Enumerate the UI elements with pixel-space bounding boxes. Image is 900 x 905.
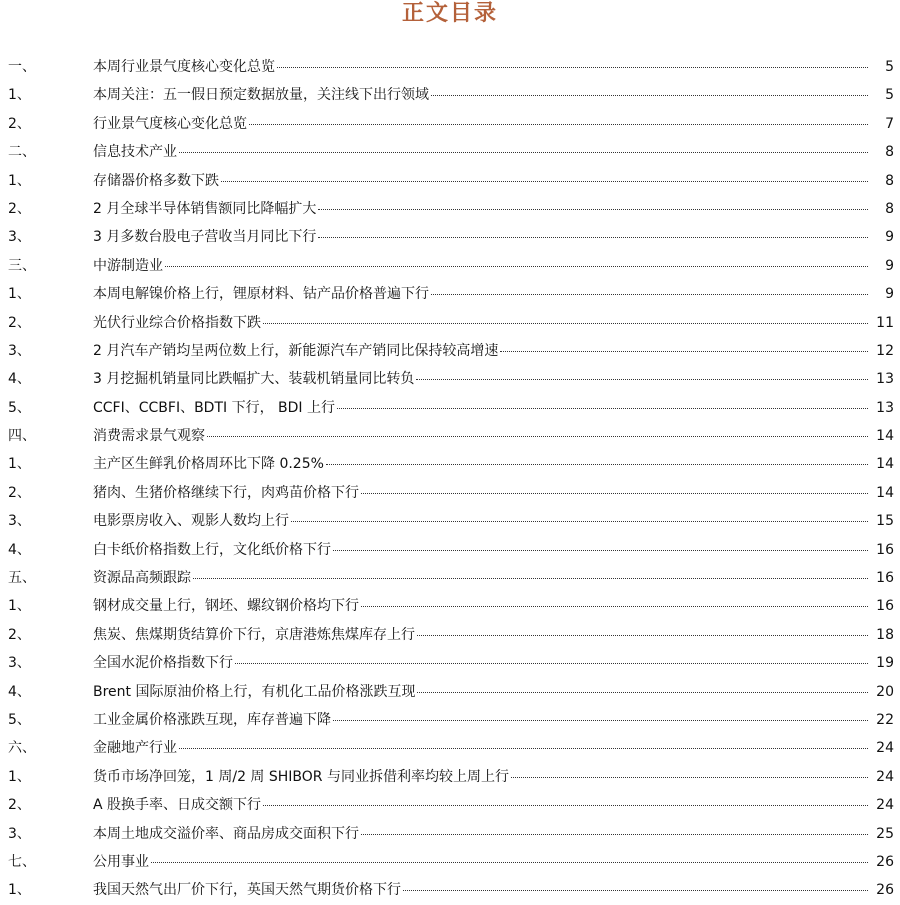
toc-entry[interactable] <box>0 110 900 138</box>
toc-entry-title: 本周行业景气度核心变化总览 <box>93 59 275 75</box>
toc-entry-page: 13 <box>876 399 894 416</box>
toc-entry-label <box>93 365 870 393</box>
toc-entry-page: 9 <box>885 286 894 303</box>
toc-entry[interactable] <box>0 394 900 422</box>
dot-leader <box>318 236 868 238</box>
toc-entry[interactable] <box>0 53 900 81</box>
toc-entry-title: 资源品高频跟踪 <box>93 570 191 587</box>
dot-leader <box>361 833 868 835</box>
toc-entry-label <box>93 394 870 422</box>
toc-entry-number: 1、 <box>8 286 31 303</box>
toc-entry-number: 四、 <box>8 428 36 445</box>
toc-entry-page: 24 <box>876 797 894 814</box>
toc-entry-label <box>93 53 870 81</box>
toc-entry-title: 焦炭、焦煤期货结算价下行，京唐港炼焦煤库存上行 <box>93 626 415 643</box>
dot-leader <box>221 180 868 182</box>
toc-entry-label <box>93 592 870 620</box>
toc-entry-number: 1、 <box>8 882 31 899</box>
dot-leader <box>291 520 868 522</box>
toc-entry[interactable] <box>0 564 900 592</box>
toc-entry-number: 一、 <box>8 59 36 75</box>
toc-entry-title: 中游制造业 <box>93 257 163 274</box>
dot-leader <box>318 208 868 210</box>
toc-entry-title: 本周土地成交溢价率、商品房成交面积下行 <box>93 825 359 842</box>
toc-entry[interactable] <box>0 734 900 762</box>
toc-entry[interactable] <box>0 422 900 450</box>
toc-entry[interactable] <box>0 649 900 677</box>
toc-entry-label <box>93 507 870 535</box>
toc-entry-title: 猪肉、生猪价格继续下行，肉鸡苗价格下行 <box>93 484 359 501</box>
toc-entry-page: 13 <box>876 371 894 388</box>
toc-entry-label <box>93 138 870 166</box>
toc-entry-label <box>93 820 870 848</box>
toc-entry-number: 二、 <box>8 144 36 161</box>
toc-entry-label <box>93 252 870 280</box>
dot-leader <box>337 407 868 409</box>
dot-leader <box>179 151 868 153</box>
toc-entry-page: 11 <box>876 314 894 331</box>
toc-entry-number: 1、 <box>8 598 31 615</box>
toc-entry[interactable] <box>0 876 900 904</box>
toc-entry-page: 24 <box>876 768 894 785</box>
toc-entry-title: 货币市场净回笼，1 周/2 周 SHIBOR 与同业拆借利率均较上周上行 <box>93 768 509 785</box>
toc-entry-label <box>93 280 870 308</box>
page-title: 正文目录 <box>401 0 498 26</box>
toc-entry-title: 工业金属价格涨跌互现，库存普遍下降 <box>93 711 331 728</box>
toc-entry-title: 金融地产行业 <box>93 740 177 757</box>
dot-leader <box>333 549 868 551</box>
toc-entry-page: 14 <box>876 456 894 473</box>
dot-leader <box>193 577 868 579</box>
toc-entry-page: 22 <box>876 711 894 728</box>
toc-entry-page: 14 <box>876 484 894 501</box>
toc-entry-title: 本周关注：五一假日预定数据放量，关注线下出行领域 <box>93 87 429 104</box>
toc-entry[interactable] <box>0 536 900 564</box>
toc-entry[interactable] <box>0 81 900 109</box>
toc-entry[interactable] <box>0 138 900 166</box>
toc-entry-number: 2、 <box>8 314 31 331</box>
toc-entry-label <box>93 167 870 195</box>
toc-entry[interactable] <box>0 309 900 337</box>
toc-entry-page: 14 <box>876 428 894 445</box>
toc-entry-page: 8 <box>885 172 894 189</box>
toc-entry-label <box>93 337 870 365</box>
toc-entry-number: 3、 <box>8 825 31 842</box>
dot-leader <box>235 662 868 664</box>
toc-entry[interactable] <box>0 167 900 195</box>
toc-entry-label <box>93 848 870 876</box>
toc-entry-page: 8 <box>885 144 894 161</box>
toc-entry-page: 5 <box>885 87 894 104</box>
toc-entry-page: 15 <box>876 513 894 530</box>
toc-entry-number: 4、 <box>8 683 31 700</box>
toc-entry-number: 4、 <box>8 371 31 388</box>
toc-entry-title: 信息技术产业 <box>93 144 177 161</box>
dot-leader <box>249 123 868 125</box>
toc-entry-title: 主产区生鲜乳价格周环比下降 0.25% <box>93 456 324 473</box>
toc-entry-label <box>93 450 870 478</box>
dot-leader <box>326 463 868 465</box>
toc-entry-page: 12 <box>876 342 894 359</box>
toc-entry[interactable] <box>0 820 900 848</box>
toc-entry-title: 3 月挖掘机销量同比跌幅扩大、装载机销量同比转负 <box>93 371 415 388</box>
toc-entry-number: 2、 <box>8 484 31 501</box>
toc-entry-number: 1、 <box>8 87 31 104</box>
toc-entry-label <box>93 422 870 450</box>
toc-entry-title: 行业景气度核心变化总览 <box>93 115 247 132</box>
dot-leader <box>416 378 868 380</box>
toc-entry-label <box>93 706 870 734</box>
toc-entry-page: 9 <box>885 229 894 246</box>
dot-leader <box>333 719 868 721</box>
toc-entry-label <box>93 536 870 564</box>
toc-entry-number: 五、 <box>8 570 36 587</box>
toc-entry-title: 我国天然气出厂价下行，英国天然气期货价格下行 <box>93 882 401 899</box>
toc-entry[interactable] <box>0 280 900 308</box>
toc-entry[interactable] <box>0 848 900 876</box>
toc-entry-number: 2、 <box>8 797 31 814</box>
toc-entry[interactable] <box>0 763 900 791</box>
toc-entry[interactable] <box>0 195 900 223</box>
toc-entry-title: CCFI、CCBFI、BDTI 下行， BDI 上行 <box>93 399 335 416</box>
dot-leader <box>277 66 868 68</box>
toc-entry-label <box>93 309 870 337</box>
toc-entry-label <box>93 621 870 649</box>
toc-entry-page: 20 <box>876 683 894 700</box>
toc-entry[interactable] <box>0 592 900 620</box>
toc-entry-title: 存储器价格多数下跌 <box>93 172 219 189</box>
toc-entry-page: 19 <box>876 655 894 672</box>
toc-entry-label <box>93 81 870 109</box>
toc-entry-page: 16 <box>876 598 894 615</box>
table-of-contents <box>0 53 900 905</box>
toc-entry-page: 18 <box>876 626 894 643</box>
dot-leader <box>151 861 868 863</box>
toc-entry-page: 5 <box>885 59 894 75</box>
toc-entry-number: 5、 <box>8 711 31 728</box>
toc-entry-number: 3、 <box>8 513 31 530</box>
toc-entry-page: 16 <box>876 570 894 587</box>
dot-leader <box>207 435 868 437</box>
toc-entry-page: 26 <box>876 882 894 899</box>
toc-entry-label <box>93 479 870 507</box>
toc-entry-page: 24 <box>876 740 894 757</box>
dot-leader <box>263 322 868 324</box>
toc-entry-title: 2 月全球半导体销售额同比降幅扩大 <box>93 200 317 217</box>
dot-leader <box>403 889 868 891</box>
toc-entry-number: 七、 <box>8 853 36 870</box>
toc-entry-title: 公用事业 <box>93 853 149 870</box>
toc-entry-page: 9 <box>885 257 894 274</box>
toc-entry-label <box>93 876 870 904</box>
toc-entry-title: 钢材成交量上行，钢坯、螺纹钢价格均下行 <box>93 598 359 615</box>
toc-entry-title: 电影票房收入、观影人数均上行 <box>93 513 289 530</box>
toc-entry-page: 16 <box>876 541 894 558</box>
dot-leader <box>431 94 868 96</box>
toc-entry-title: 2 月汽车产销均呈两位数上行，新能源汽车产销同比保持较高增速 <box>93 342 499 359</box>
toc-entry[interactable] <box>0 223 900 251</box>
toc-entry-label <box>93 734 870 762</box>
toc-entry-title: Brent 国际原油价格上行，有机化工品价格涨跌互现 <box>93 683 416 700</box>
toc-entry-page: 26 <box>876 853 894 870</box>
dot-leader <box>361 492 868 494</box>
toc-entry-label <box>93 195 870 223</box>
toc-entry[interactable] <box>0 791 900 819</box>
toc-entry-title: 白卡纸价格指数上行，文化纸价格下行 <box>93 541 331 558</box>
toc-entry-number: 2、 <box>8 200 31 217</box>
toc-entry-page: 7 <box>885 115 894 132</box>
toc-entry[interactable] <box>0 365 900 393</box>
toc-entry-number: 2、 <box>8 115 31 132</box>
toc-entry-label <box>93 110 870 138</box>
toc-entry-number: 5、 <box>8 399 31 416</box>
toc-entry-title: A 股换手率、日成交额下行 <box>93 797 262 814</box>
toc-entry-label <box>93 223 870 251</box>
dot-leader <box>263 804 868 806</box>
toc-entry-number: 1、 <box>8 456 31 473</box>
toc-entry-number: 1、 <box>8 172 31 189</box>
toc-entry-label <box>93 791 870 819</box>
toc-entry[interactable] <box>0 678 900 706</box>
toc-entry-title: 消费需求景气观察 <box>93 428 205 445</box>
toc-entry-label <box>93 564 870 592</box>
toc-entry-number: 3、 <box>8 655 31 672</box>
toc-entry[interactable] <box>0 450 900 478</box>
toc-entry-title: 本周电解镍价格上行，锂原材料、钴产品价格普遍下行 <box>93 286 429 303</box>
dot-leader <box>179 747 868 749</box>
toc-entry-number: 2、 <box>8 626 31 643</box>
toc-entry-number: 4、 <box>8 541 31 558</box>
toc-entry[interactable] <box>0 621 900 649</box>
toc-entry-page: 25 <box>876 825 894 842</box>
dot-leader <box>500 350 868 352</box>
toc-entry-title: 光伏行业综合价格指数下跌 <box>93 314 261 331</box>
dot-leader <box>431 293 868 295</box>
toc-entry-number: 3、 <box>8 342 31 359</box>
toc-entry-label <box>93 763 870 791</box>
toc-entry-number: 六、 <box>8 740 36 757</box>
dot-leader <box>417 691 868 693</box>
toc-entry-title: 3 月多数台股电子营收当月同比下行 <box>93 229 317 246</box>
toc-entry[interactable] <box>0 252 900 280</box>
toc-entry-label <box>93 649 870 677</box>
toc-entry-title: 全国水泥价格指数下行 <box>93 655 233 672</box>
dot-leader <box>361 605 868 607</box>
toc-entry[interactable] <box>0 337 900 365</box>
toc-entry[interactable] <box>0 706 900 734</box>
toc-entry-label <box>93 678 870 706</box>
toc-entry-number: 3、 <box>8 229 31 246</box>
toc-entry-number: 1、 <box>8 768 31 785</box>
toc-entry-page: 8 <box>885 200 894 217</box>
dot-leader <box>165 265 868 267</box>
dot-leader <box>417 634 868 636</box>
dot-leader <box>511 776 868 778</box>
toc-entry-number: 三、 <box>8 257 36 274</box>
toc-entry[interactable] <box>0 507 900 535</box>
toc-entry[interactable] <box>0 479 900 507</box>
